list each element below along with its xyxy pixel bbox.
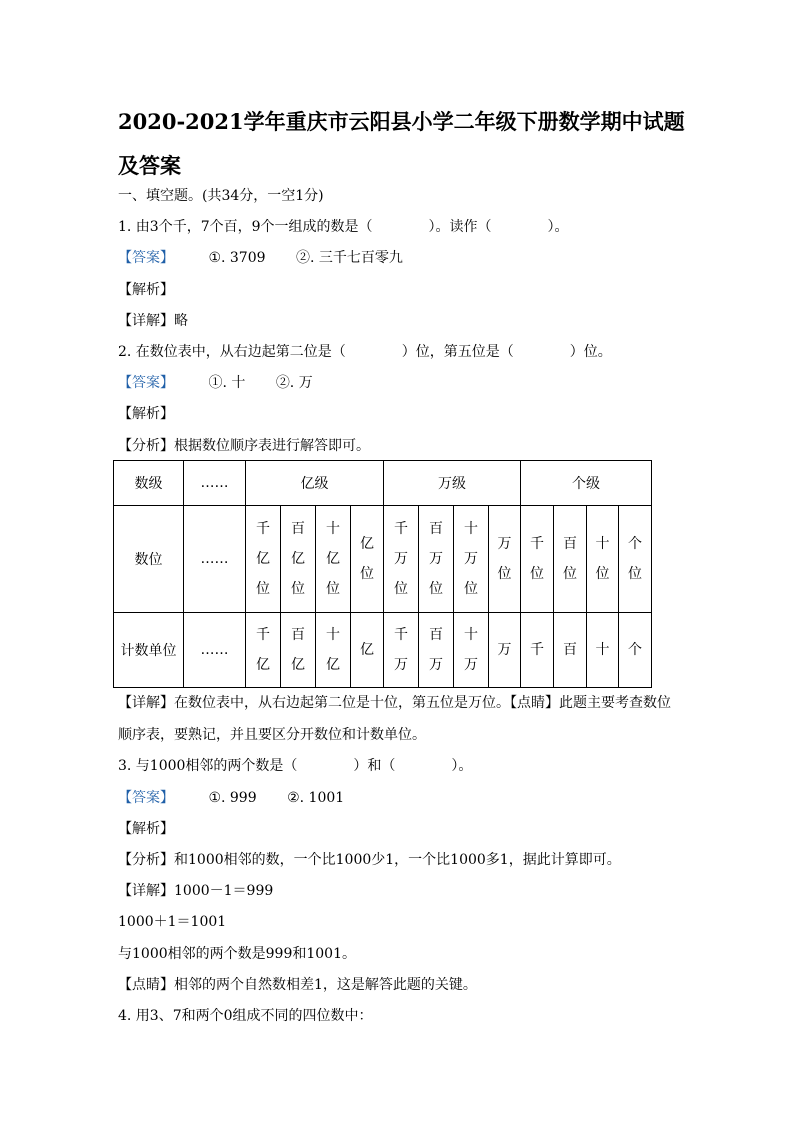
- table-row-label: 数位: [114, 506, 184, 613]
- table-header-cell: 个级: [521, 461, 652, 506]
- answer-value: ②. 三千七百零九: [296, 250, 403, 266]
- table-cell-text: 十: [595, 642, 610, 658]
- question-2: 2. 在数位表中，从右边起第二位是（ ）位，第五位是（ ）位。: [118, 344, 612, 360]
- analysis-tag: 【解析】: [118, 821, 174, 837]
- table-cell: [281, 613, 316, 688]
- question-3: 3. 与1000相邻的两个数是（ ）和（ ）。: [118, 758, 473, 774]
- table-cell-text: 千: [530, 642, 544, 658]
- table-cell-text: 百 万: [429, 627, 443, 673]
- calc-text: 1000＋1＝1001: [118, 914, 227, 930]
- table-header-cell: 万级: [384, 461, 521, 506]
- table-cell-text: 十 万: [464, 627, 478, 673]
- table-cell-text: 十 位: [595, 536, 610, 582]
- table-cell: [351, 613, 384, 688]
- table-cell: [384, 506, 419, 613]
- table-cell: [316, 506, 351, 613]
- table-cell: ……: [184, 506, 246, 613]
- analysis-tag: 【解析】: [118, 282, 174, 298]
- detail-text: 【详解】1000－1＝999: [118, 883, 274, 899]
- answer-value: ①. 999: [208, 790, 257, 806]
- table-cell: [419, 613, 454, 688]
- table-header-cell: 数级: [114, 461, 184, 506]
- table-cell-text: 亿: [360, 642, 374, 658]
- table-cell-text: 十 亿: [326, 627, 340, 673]
- point-text: 【点睛】相邻的两个自然数相差1，这是解答此题的关键。: [118, 977, 477, 993]
- answer-tag: 【答案】: [118, 375, 174, 391]
- answer-tag: 【答案】: [118, 250, 174, 266]
- table-cell: [246, 613, 281, 688]
- table-cell-text: 千 万 位: [394, 521, 408, 597]
- analysis-text: 【分析】根据数位顺序表进行解答即可。: [118, 438, 370, 454]
- answer-row-1: [118, 248, 403, 268]
- table-cell: [489, 613, 521, 688]
- table-cell: [454, 613, 489, 688]
- table-cell-text: 百 万 位: [429, 521, 443, 597]
- table-cell-text: 十 亿 位: [326, 521, 340, 597]
- table-cell: ……: [184, 613, 246, 688]
- question-1: 1. 由3个千，7个百，9个一组成的数是（ ）。读作（ ）。: [118, 219, 569, 235]
- table-cell: [521, 506, 554, 613]
- detail-text: 【详解】在数位表中，从右边起第二位是十位，第五位是万位。【点睛】此题主要考查数位: [118, 695, 671, 711]
- place-value-table: [113, 460, 652, 688]
- detail-text: 【详解】略: [118, 313, 188, 329]
- table-cell: [246, 506, 281, 613]
- table-header-cell: ……: [184, 461, 246, 506]
- table-row-label: 计数单位: [114, 613, 184, 688]
- answer-value: ①. 十: [208, 375, 246, 391]
- table-cell: [384, 613, 419, 688]
- table-cell: [454, 506, 489, 613]
- table-cell: [316, 613, 351, 688]
- table-cell-text: 万: [497, 642, 512, 658]
- page-title: 2020-2021学年重庆市云阳县小学二年级下册数学期中试题及答案: [118, 109, 685, 178]
- table-cell: [619, 506, 652, 613]
- table-cell: [587, 506, 619, 613]
- question-4: 4. 用3、7和两个0组成不同的四位数中：: [118, 1008, 373, 1024]
- table-header-cell: 亿级: [246, 461, 384, 506]
- table-cell: [521, 613, 554, 688]
- answer-row-2: [118, 373, 313, 393]
- table-cell-text: 个 位: [628, 536, 642, 582]
- conclusion-text: 与1000相邻的两个数是999和1001。: [118, 946, 356, 962]
- table-cell-text: 个: [628, 642, 642, 658]
- section-heading: 一、填空题。(共34分，一空1分): [118, 188, 324, 204]
- table-cell: [619, 613, 652, 688]
- table-cell: [281, 506, 316, 613]
- table-cell: [554, 506, 587, 613]
- answer-tag: 【答案】: [118, 790, 174, 806]
- detail-text: 顺序表，要熟记，并且要区分开数位和计数单位。: [118, 727, 426, 743]
- table-cell-text: 万 位: [497, 536, 512, 582]
- answer-value: ②. 万: [275, 375, 313, 391]
- table-cell: [419, 506, 454, 613]
- table-cell-text: 千 亿 位: [256, 521, 270, 597]
- table-cell: [351, 506, 384, 613]
- answer-value: ②. 1001: [287, 790, 345, 806]
- analysis-text: 【分析】和1000相邻的数，一个比1000少1，一个比1000多1，据此计算即可。: [118, 852, 621, 868]
- table-cell-text: 千 万: [394, 627, 408, 673]
- table-cell-text: 百 亿: [291, 627, 305, 673]
- answer-value: ①. 3709: [208, 250, 266, 266]
- table-cell-text: 十 万 位: [464, 521, 478, 597]
- table-cell-text: 千 位: [530, 536, 544, 582]
- table-cell-text: 亿 位: [360, 536, 374, 582]
- table-cell: [587, 613, 619, 688]
- table-cell-text: 百 位: [563, 536, 577, 582]
- table-cell-text: 千 亿: [256, 627, 270, 673]
- table-cell-text: 百 亿 位: [291, 521, 305, 597]
- table-cell-text: 百: [563, 642, 577, 658]
- table-cell: [489, 506, 521, 613]
- answer-row-3: [118, 788, 344, 808]
- analysis-tag: 【解析】: [118, 406, 174, 422]
- table-cell: [554, 613, 587, 688]
